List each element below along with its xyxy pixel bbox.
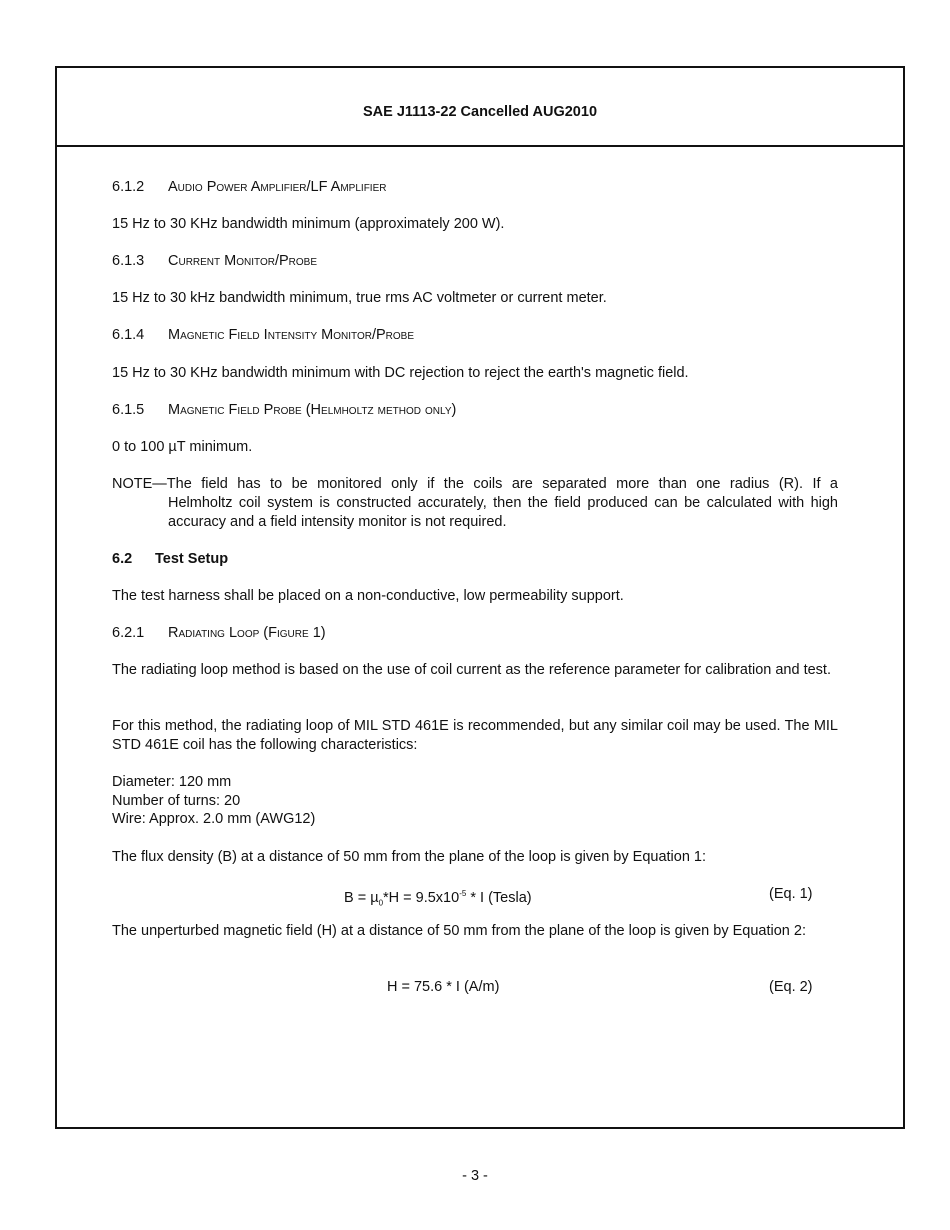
section-number: 6.1.5 bbox=[112, 402, 145, 418]
section-title-part: Magnetic Field Probe ( bbox=[168, 402, 311, 418]
equation-2-label: (Eq. 2) bbox=[769, 979, 813, 995]
coil-spec-wire: Wire: Approx. 2.0 mm (AWG12) bbox=[112, 811, 316, 827]
note-continuation: Helmholtz coil system is constructed accurately, then the field produced can be calculated with high accuracy and a field intensity monitor is not required. bbox=[168, 495, 838, 530]
document-title: SAE J1113-22 Cancelled AUG2010 bbox=[362, 104, 598, 120]
section-title: Radiating Loop (Figure 1) bbox=[168, 625, 326, 641]
section-text-6-2: The test harness shall be placed on a non-conductive, low permeability support. bbox=[112, 588, 624, 604]
section-title-part: Helmholtz method only bbox=[310, 402, 452, 418]
section-heading-6-2-1 bbox=[112, 624, 838, 643]
section-number: 6.1.4 bbox=[112, 327, 145, 343]
section-heading-6-1-2 bbox=[112, 178, 838, 197]
paragraph-unperturbed-field: The unperturbed magnetic field (H) at a distance of 50 mm from the plane of the loop is given by Equation 2: bbox=[112, 923, 806, 939]
page-header bbox=[57, 68, 903, 147]
section-title bbox=[168, 402, 456, 418]
equation-superscript: -5 bbox=[459, 889, 467, 898]
section-number: 6.1.3 bbox=[112, 253, 145, 269]
section-title: Current Monitor/Probe bbox=[168, 253, 317, 269]
section-number: 6.1.2 bbox=[112, 179, 145, 195]
section-heading-6-2 bbox=[112, 550, 838, 569]
section-title-part: ) bbox=[451, 402, 457, 418]
section-text-6-1-4: 15 Hz to 30 KHz bandwidth minimum with DC rejection to reject the earth's magnetic field. bbox=[112, 365, 689, 381]
equation-part: * I (Tesla) bbox=[466, 889, 532, 906]
section-text-6-1-2: 15 Hz to 30 KHz bandwidth minimum (approximately 200 W). bbox=[112, 216, 505, 232]
page-number: - 3 - bbox=[462, 1168, 488, 1184]
section-title: Test Setup bbox=[155, 551, 229, 567]
section-text-6-1-3: 15 Hz to 30 kHz bandwidth minimum, true rms AC voltmeter or current meter. bbox=[112, 290, 607, 306]
section-title: Magnetic Field Intensity Monitor/Probe bbox=[168, 327, 415, 343]
equation-1 bbox=[344, 885, 532, 913]
paragraph-radiating-loop: The radiating loop method is based on the use of coil current as the reference parameter for calibration and test. bbox=[112, 662, 831, 678]
equation-subscript: 0 bbox=[378, 898, 384, 908]
paragraph-mil-std: For this method, the radiating loop of MIL STD 461E is recommended, but any similar coil may be used. The MIL STD 461E coil has the following characteristics: bbox=[112, 718, 838, 753]
section-number: 6.2.1 bbox=[112, 625, 145, 641]
section-heading-6-1-4 bbox=[112, 326, 838, 345]
section-heading-6-1-5 bbox=[112, 401, 838, 420]
note-first-line: NOTE—The field has to be monitored only if the coils are separated more than one radius (R). If a bbox=[112, 476, 838, 492]
paragraph-flux-density: The flux density (B) at a distance of 50 mm from the plane of the loop is given by Equation 1: bbox=[112, 849, 707, 865]
equation-2: H = 75.6 * I (A/m) bbox=[387, 979, 500, 995]
section-number: 6.2 bbox=[112, 551, 133, 567]
section-title: Audio Power Amplifier/LF Amplifier bbox=[168, 179, 387, 195]
coil-spec-diameter: Diameter: 120 mm bbox=[112, 774, 232, 790]
coil-spec-turns: Number of turns: 20 bbox=[112, 793, 241, 809]
equation-part: *H = 9.5x10 bbox=[383, 889, 460, 906]
section-text-6-1-5: 0 to 100 µT minimum. bbox=[112, 439, 253, 455]
equation-1-label: (Eq. 1) bbox=[769, 886, 813, 902]
equation-part: B = µ bbox=[344, 889, 379, 906]
section-heading-6-1-3 bbox=[112, 252, 838, 271]
